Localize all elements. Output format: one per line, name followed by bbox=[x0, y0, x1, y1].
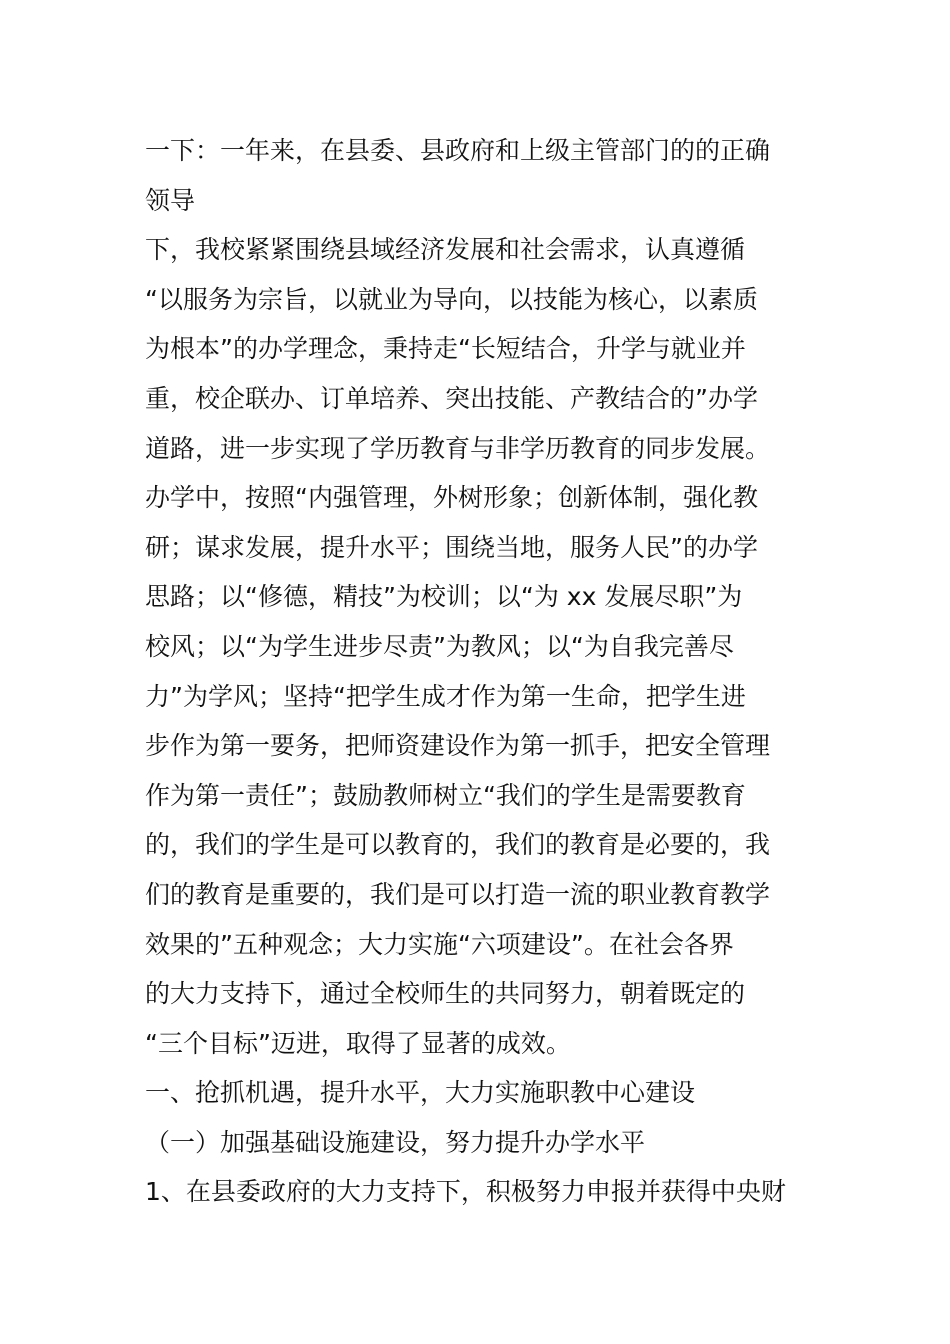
text-line-22: 1、在县委政府的大力支持下，积极努力申报并获得中央财 bbox=[145, 1177, 786, 1207]
text-line-15: 的，我们的学生是可以教育的，我们的教育是必要的，我 bbox=[145, 830, 771, 860]
text-line-7: 道路，进一步实现了学历教育与非学历教育的同步发展。 bbox=[145, 433, 771, 463]
text-line-17: 效果的”五种观念；大力实施“六项建设”。在社会各界 bbox=[145, 929, 734, 959]
text-line-6: 重，校企联办、订单培养、突出技能、产教结合的”办学 bbox=[145, 383, 758, 413]
text-line-8: 办学中，按照“内强管理，外树形象；创新体制，强化教 bbox=[145, 483, 758, 513]
text-line-9: 研；谋求发展，提升水平；围绕当地，服务人民”的办学 bbox=[145, 532, 758, 562]
text-line-2: 领导 bbox=[145, 185, 196, 215]
text-line-14: 作为第一责任”；鼓励教师树立“我们的学生是需要教育 bbox=[145, 780, 746, 810]
text-line-1: 一下：一年来，在县委、县政府和上级主管部门的的正确 bbox=[145, 136, 771, 165]
text-line-13: 步作为第一要务，把师资建设作为第一抓手，把安全管理 bbox=[145, 731, 771, 761]
text-line-16: 们的教育是重要的，我们是可以打造一流的职业教育教学 bbox=[145, 879, 771, 909]
text-line-18: 的大力支持下，通过全校师生的共同努力，朝着既定的 bbox=[145, 979, 746, 1009]
text-line-12: 力”为学风；坚持“把学生成才作为第一生命，把学生进 bbox=[145, 681, 746, 711]
text-line-4: “以服务为宗旨，以就业为导向，以技能为核心，以素质 bbox=[145, 284, 758, 314]
section-heading: 一、抢抓机遇，提升水平，大力实施职教中心建设 bbox=[145, 1078, 696, 1108]
text-line-19: “三个目标”迈进，取得了显著的成效。 bbox=[145, 1028, 571, 1058]
body-text bbox=[145, 126, 825, 1217]
subsection-heading: （一）加强基础设施建设，努力提升办学水平 bbox=[145, 1127, 646, 1157]
text-line-10: 思路；以“修德，精技”为校训；以“为 xx 发展尽职”为 bbox=[145, 582, 743, 612]
text-line-3: 下，我校紧紧围绕县域经济发展和社会需求，认真遵循 bbox=[145, 235, 746, 265]
text-line-11: 校风；以“为学生进步尽责”为教风；以“为自我完善尽 bbox=[145, 631, 734, 661]
text-line-5: 为根本”的办学理念，秉持走“长短结合，升学与就业并 bbox=[145, 334, 746, 364]
